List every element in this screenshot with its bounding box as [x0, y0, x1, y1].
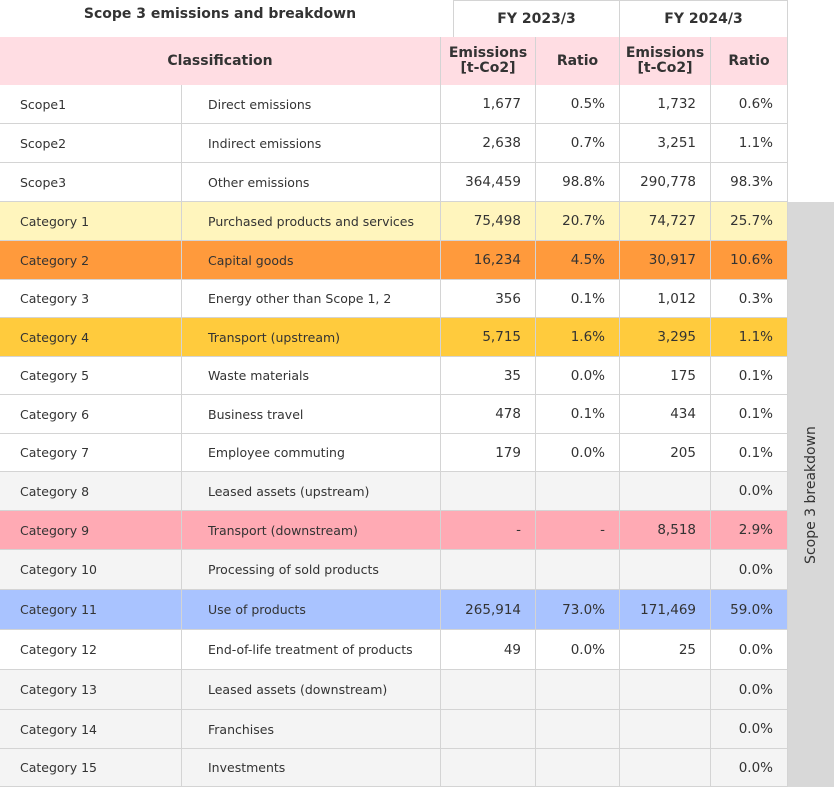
- emissions-2023: -: [441, 511, 536, 550]
- ratio-2024: 0.0%: [711, 472, 788, 511]
- ratio-2024: 0.3%: [711, 280, 788, 318]
- row-description: Employee commuting: [182, 434, 441, 472]
- row-description: Leased assets (upstream): [182, 472, 441, 511]
- emissions-2023: [441, 472, 536, 511]
- row-name: Category 6: [0, 395, 182, 434]
- ratio-2024: 0.1%: [711, 357, 788, 395]
- row-description: Indirect emissions: [182, 124, 441, 163]
- row-name: Category 12: [0, 630, 182, 670]
- ratio-2023: [536, 710, 620, 749]
- emissions-2023: [441, 749, 536, 787]
- row-name: Category 4: [0, 318, 182, 357]
- ratio-2024: 98.3%: [711, 163, 788, 202]
- ratio-2023: [536, 670, 620, 710]
- ratio-2024: 2.9%: [711, 511, 788, 550]
- ratio-2024: 10.6%: [711, 241, 788, 280]
- row-name: Category 11: [0, 590, 182, 630]
- row-name: Category 13: [0, 670, 182, 710]
- row-description: Waste materials: [182, 357, 441, 395]
- emissions-2023: 265,914: [441, 590, 536, 630]
- emissions-2024: 205: [620, 434, 711, 472]
- emissions-label: Emissions: [448, 45, 528, 61]
- emissions-2024: 25: [620, 630, 711, 670]
- ratio-2024: 0.0%: [711, 710, 788, 749]
- ratio-2024: 0.0%: [711, 550, 788, 590]
- emissions-unit: [t-Co2]: [460, 60, 516, 76]
- ratio-2023: 0.1%: [536, 280, 620, 318]
- row-description: Transport (upstream): [182, 318, 441, 357]
- ratio-2023: 0.5%: [536, 85, 620, 124]
- emissions-2023: [441, 670, 536, 710]
- ratio-2024: 59.0%: [711, 590, 788, 630]
- emissions-2023: 35: [441, 357, 536, 395]
- ratio-2024: 0.1%: [711, 434, 788, 472]
- ratio-header-2023: Ratio: [536, 37, 620, 85]
- ratio-2024: 25.7%: [711, 202, 788, 241]
- ratio-2024: 0.0%: [711, 670, 788, 710]
- ratio-header-2024: Ratio: [711, 37, 788, 85]
- emissions-2024: 1,012: [620, 280, 711, 318]
- emissions-2023: 16,234: [441, 241, 536, 280]
- row-description: End-of-life treatment of products: [182, 630, 441, 670]
- row-description: Leased assets (downstream): [182, 670, 441, 710]
- emissions-2023: [441, 550, 536, 590]
- ratio-2023: -: [536, 511, 620, 550]
- ratio-2023: 4.5%: [536, 241, 620, 280]
- ratio-2023: [536, 749, 620, 787]
- emissions-2023: 2,638: [441, 124, 536, 163]
- row-description: Franchises: [182, 710, 441, 749]
- emissions-header-2023: [441, 37, 536, 85]
- ratio-2024: 1.1%: [711, 124, 788, 163]
- emissions-2024: 8,518: [620, 511, 711, 550]
- row-description: Direct emissions: [182, 85, 441, 124]
- row-name: Scope2: [0, 124, 182, 163]
- emissions-2024: 171,469: [620, 590, 711, 630]
- row-description: Capital goods: [182, 241, 441, 280]
- row-name: Category 7: [0, 434, 182, 472]
- classification-header: Classification: [0, 37, 441, 85]
- emissions-2023: 49: [441, 630, 536, 670]
- emissions-2023: 1,677: [441, 85, 536, 124]
- scope3-breakdown-bar: [788, 202, 834, 787]
- emissions-2023: 364,459: [441, 163, 536, 202]
- emissions-label: Emissions: [625, 45, 705, 61]
- emissions-2023: 75,498: [441, 202, 536, 241]
- emissions-2024: [620, 670, 711, 710]
- row-description: Processing of sold products: [182, 550, 441, 590]
- ratio-2023: 0.0%: [536, 630, 620, 670]
- ratio-2024: 0.1%: [711, 395, 788, 434]
- ratio-2024: 1.1%: [711, 318, 788, 357]
- emissions-2024: [620, 710, 711, 749]
- emissions-2024: 30,917: [620, 241, 711, 280]
- emissions-2023: 356: [441, 280, 536, 318]
- ratio-2023: 0.0%: [536, 434, 620, 472]
- emissions-2023: 179: [441, 434, 536, 472]
- row-description: Business travel: [182, 395, 441, 434]
- emissions-2024: [620, 749, 711, 787]
- ratio-2024: 0.0%: [711, 749, 788, 787]
- fiscal-year-2024: FY 2024/3: [620, 0, 788, 37]
- ratio-2023: 0.0%: [536, 357, 620, 395]
- ratio-2023: [536, 472, 620, 511]
- row-name: Category 14: [0, 710, 182, 749]
- row-name: Category 3: [0, 280, 182, 318]
- emissions-2024: [620, 472, 711, 511]
- ratio-2023: [536, 550, 620, 590]
- row-name: Category 1: [0, 202, 182, 241]
- row-name: Scope3: [0, 163, 182, 202]
- row-description: Investments: [182, 749, 441, 787]
- emissions-2023: 5,715: [441, 318, 536, 357]
- row-description: Use of products: [182, 590, 441, 630]
- emissions-2024: 290,778: [620, 163, 711, 202]
- row-name: Category 2: [0, 241, 182, 280]
- emissions-2024: 434: [620, 395, 711, 434]
- row-name: Category 9: [0, 511, 182, 550]
- ratio-2023: 1.6%: [536, 318, 620, 357]
- ratio-2023: 20.7%: [536, 202, 620, 241]
- emissions-2024: 175: [620, 357, 711, 395]
- ratio-2023: 98.8%: [536, 163, 620, 202]
- row-description: Transport (downstream): [182, 511, 441, 550]
- emissions-2024: 1,732: [620, 85, 711, 124]
- ratio-2024: 0.0%: [711, 630, 788, 670]
- row-name: Scope1: [0, 85, 182, 124]
- emissions-2024: 74,727: [620, 202, 711, 241]
- emissions-2024: [620, 550, 711, 590]
- emissions-unit: [t-Co2]: [637, 60, 693, 76]
- fiscal-year-2023: FY 2023/3: [453, 0, 620, 37]
- row-description: Energy other than Scope 1, 2: [182, 280, 441, 318]
- emissions-2023: 478: [441, 395, 536, 434]
- emissions-2024: 3,251: [620, 124, 711, 163]
- row-description: Other emissions: [182, 163, 441, 202]
- row-name: Category 15: [0, 749, 182, 787]
- row-name: Category 8: [0, 472, 182, 511]
- row-name: Category 5: [0, 357, 182, 395]
- scope3-breakdown-label: Scope 3 breakdown: [803, 425, 819, 564]
- emissions-2024: 3,295: [620, 318, 711, 357]
- ratio-2023: 73.0%: [536, 590, 620, 630]
- row-name: Category 10: [0, 550, 182, 590]
- table-title: Scope 3 emissions and breakdown: [83, 6, 357, 22]
- ratio-2023: 0.1%: [536, 395, 620, 434]
- emissions-2023: [441, 710, 536, 749]
- ratio-2023: 0.7%: [536, 124, 620, 163]
- ratio-2024: 0.6%: [711, 85, 788, 124]
- row-description: Purchased products and services: [182, 202, 441, 241]
- emissions-header-2024: [620, 37, 711, 85]
